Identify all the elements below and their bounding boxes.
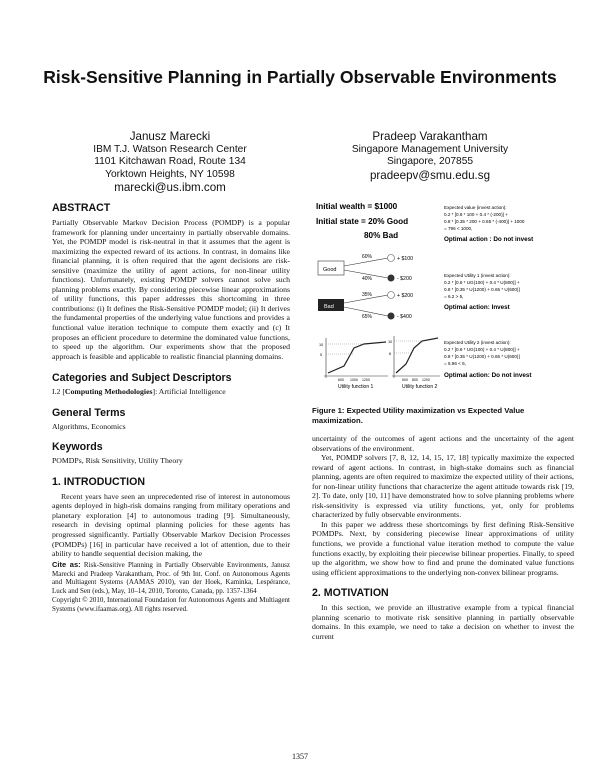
prob-label: 60% xyxy=(362,254,373,260)
tick-label: 600 xyxy=(338,378,344,382)
initial-state-bad-label: 80% Bad xyxy=(364,231,399,240)
author-name: Janusz Marecki xyxy=(129,130,211,143)
abstract-text: Partially Observable Markov Decision Process (POMDP) is a popular framework for planning under uncertainty in partially observable domains. Yet, the POMDP model is risk-neutral in that it assumes that the agent is maximizing the expected reward of its actions. In contrast, in domains like financial planning, it is often required that the agent decisions are risk-sensitive (maximize the utility of agent actions, for non-linear utility functions). Unfortunately, existing POMDP solvers cannot solve such planning problems exactly. By considering piecewise linear approximations of utility functions, this paper addresses this shortcoming in three contributions: (i) It defines the Risk-Sensitive POMDP model; (ii) It derives the fundamental properties of the underlying value functions and provides a functional value iteration technique to compute them exactly and (c) It proposes an efficient procedure to determine the dominated value functions, to speed up the algorithm. Our experiments show that the proposed approach is feasible and applicable to realistic financial planning domains. xyxy=(52,218,290,361)
eu2-line: = 5.96 < 6, xyxy=(444,361,466,366)
reward-label: - $200 xyxy=(397,276,412,282)
tick-label: 10 xyxy=(319,343,324,347)
optimal-action-2: Optimal action: Invest xyxy=(444,304,510,311)
paper-title: Risk-Sensitive Planning in Partially Observable Environments xyxy=(43,67,557,87)
eu1-line: 0.8 * [0.35 * U(1200) + 0.65 * U(600)] xyxy=(444,287,520,292)
motivation-paragraph: In this section, we provide an illustrative example from a typical financial planning scenario to motivate risk sensitive planning in partially observable domains. In this example, we need to take a decision on whether to invest the current xyxy=(312,603,574,641)
author-email: pradeepv@smu.edu.sg xyxy=(369,168,491,182)
motivation-heading: 2. MOTIVATION xyxy=(312,587,389,600)
keywords-heading: Keywords xyxy=(52,441,103,454)
outcome-node xyxy=(388,313,395,320)
author-block-2 xyxy=(320,130,540,183)
prob-label: 65% xyxy=(362,314,373,320)
ev-line: = 796 < 1000, xyxy=(444,226,473,231)
cite-as-block: Cite as: Risk-Sensitive Planning in Partially Observable Environments, Janusz Marecki and Pradeep Varakantham, Proc. of 9th Int. Conf. on Autonomous Agents and Multiagent Systems (AAMAS 2010), van der Hoek, Kaminka, Lespérance, Luck and Sen (eds.), May, 10–14, 2010, Toronto, Canada, pp. 1357-1364 Copyright © 2010, International Foundation for Autonomous Agents and Multiagent Systems (www.ifaamas.org). All rights reserved. xyxy=(52,559,291,614)
general-terms-text: Algorithms, Economics xyxy=(52,421,126,431)
utility-function-2-label: Utility function 2 xyxy=(402,384,438,390)
introduction-heading: 1. INTRODUCTION xyxy=(52,475,145,488)
author-address: Yorktown Heights, NY 10598 xyxy=(105,168,235,180)
author-name: Pradeep Varakantham xyxy=(372,130,488,143)
general-terms-heading: General Terms xyxy=(52,406,126,419)
tick-label: 500 xyxy=(402,378,408,382)
outcome-node xyxy=(388,255,395,262)
eu1-title: Expected Utility 1 (invest action): xyxy=(444,273,511,278)
good-state-label: Good xyxy=(323,267,337,273)
ev-line: 0.2 * [0.6 * 100 + 0.4 * (-200)] + xyxy=(444,212,508,217)
abstract-heading: ABSTRACT xyxy=(52,202,111,214)
categories-heading: Categories and Subject Descriptors xyxy=(52,372,232,385)
outcome-node xyxy=(388,292,395,299)
author-email: marecki@us.ibm.com xyxy=(114,181,226,195)
optimal-action-1: Optimal action : Do not invest xyxy=(444,236,534,243)
figure-caption: Figure 1: Expected Utility maximization vs Expected Value maximization. xyxy=(312,406,525,425)
tick-label: 1000 xyxy=(350,378,358,382)
right-column xyxy=(312,434,574,641)
tick-label: 10 xyxy=(388,340,393,344)
page-number: 1357 xyxy=(292,752,308,761)
author-affiliation: Singapore Management University xyxy=(351,144,509,155)
bad-state-label: Bad xyxy=(324,304,334,310)
eu2-title: Expected Utility 2 (invest action): xyxy=(444,340,511,345)
reward-label: - $400 xyxy=(397,314,412,320)
figure-1-graphic xyxy=(312,198,574,400)
author-affiliation: IBM T.J. Watson Research Center xyxy=(93,144,247,155)
optimal-action-3: Optimal action: Do not invest xyxy=(444,372,532,379)
eu1-line: 0.2 * [0.6 * UG(100) + 0.4 * U(800)] + xyxy=(444,280,520,285)
intro-paragraph: Recent years have seen an unprecedented rise of interest in autonomous agents deployed in high-risk domains ranging from military operations and planetary exploration [4] to autonomous trading [9]. Simultaneously, research in devising optimal planning policies for these agents has progressed significantly. Partially Observable Markov Decision Processes (POMDPs) [16] in particular have received a lot of attention, due to their ability to handle sequential decision making, the xyxy=(52,491,290,559)
eu1-line: = 6.2 > 5, xyxy=(444,294,464,299)
ev-line: 0.8 * [0.35 * 200 + 0.65 * (-400)] + 1000 xyxy=(444,219,525,224)
author-address: 1101 Kitchawan Road, Route 134 xyxy=(94,156,246,168)
figure-1 xyxy=(312,198,574,400)
utility-function-1-label: Utility function 1 xyxy=(338,384,374,390)
utility-curve-2 xyxy=(396,338,438,373)
tick-label: 1200 xyxy=(422,378,430,382)
prob-label: 35% xyxy=(362,292,373,298)
tick-label: 800 xyxy=(412,378,418,382)
right-paragraphs: uncertainty of the outcomes of agent actions and the uncertainty of the agent observations of the environment. Yet, POMDP solvers [7, 8, 12, 14, 15, 17, 18] typically maximize the expected reward of agent actions. In contrast, in high-stake domains such as financial planning, agents are often required to maximize the expected utility of their actions, for non-linear utility functions that characterize the agent attitude towards risk [19, 2]. To date, only [10, 11] have demonstrated how to solve planning problems where risk-sensitivity is expressed via utility functions, yet, only for problems characterized by fully observable environments. In this paper we address these shortcomings by first defining Risk-Sensitive POMDPs. Next, by considering piecewise linear approximations of utility functions, we provide a functional value iteration method to compute the value functions exactly, by exploiting their piecewise bilinear properties. Finally, to speed up the algorithm, we show how to find and prune the dominated value functions using efficient approximations to the underlying non-convex bilinear programs. xyxy=(312,434,574,577)
ev-title: Expected value (invest action): xyxy=(444,205,507,210)
author-block-1 xyxy=(60,130,280,195)
left-column xyxy=(52,202,290,614)
initial-state-label: Initial state = 20% Good xyxy=(316,217,409,226)
author-address: Singapore, 207855 xyxy=(386,156,474,168)
eu2-line: 0.2 * [0.6 * UG(100) + 0.4 * U(800)] + xyxy=(444,347,520,352)
utility-curve-1 xyxy=(328,342,386,373)
keywords-text: POMDPs, Risk Sensitivity, Utility Theory xyxy=(52,456,183,466)
prob-label: 40% xyxy=(362,276,373,282)
reward-label: + $200 xyxy=(397,293,414,299)
categories-text: I.2 [Computing Methodologies]: Artificial Intelligence xyxy=(52,387,226,397)
reward-label: + $100 xyxy=(397,256,414,262)
tick-label: 6 xyxy=(389,352,392,356)
eu2-line: 0.8 * [0.35 * U(1200) + 0.65 * U(600)] xyxy=(444,354,520,359)
tick-label: 1200 xyxy=(362,378,370,382)
outcome-node xyxy=(388,275,395,282)
tick-label: 5 xyxy=(320,353,323,357)
initial-wealth-label: Initial wealth = $1000 xyxy=(316,202,398,211)
